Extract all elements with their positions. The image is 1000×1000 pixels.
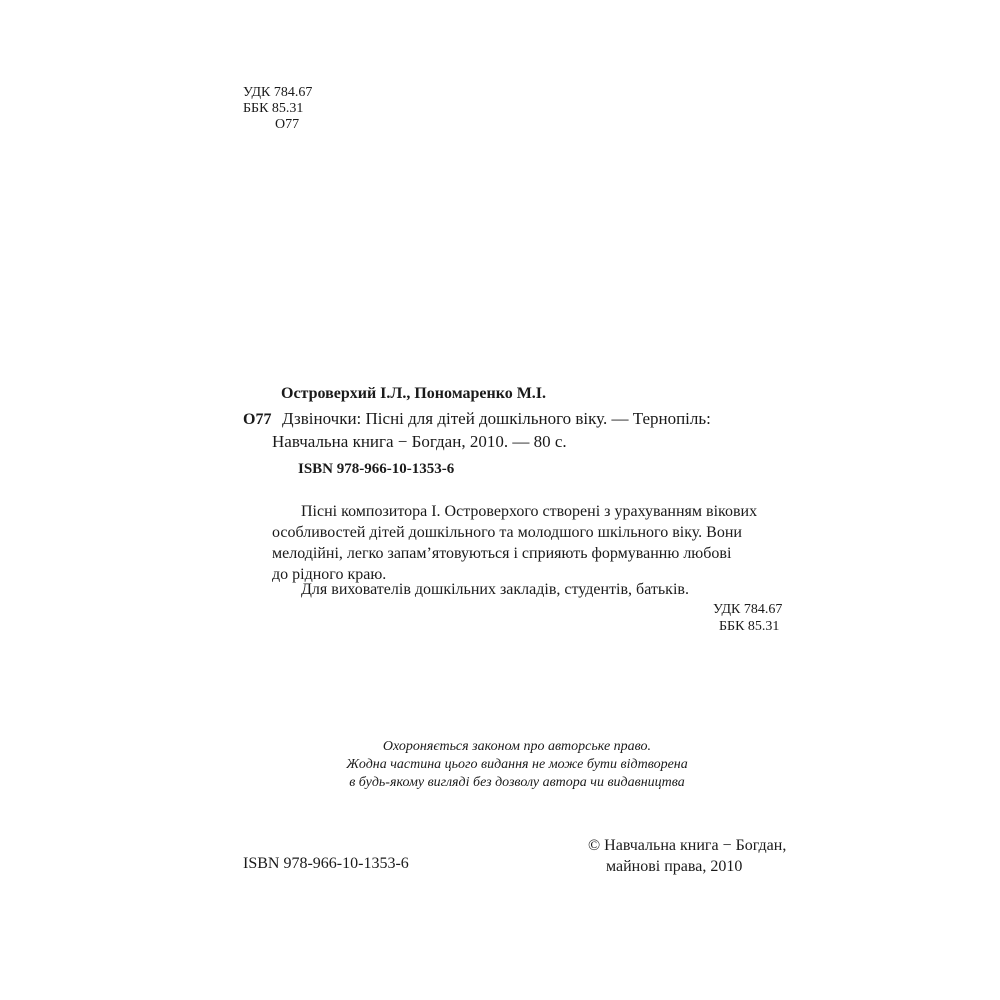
- authors: Островерхий І.Л., Пономаренко М.І.: [281, 385, 547, 402]
- author-mark: О77: [243, 411, 272, 428]
- annotation-line-2: особливостей дітей дошкільного та молодшого шкільного віку. Вони: [272, 524, 742, 541]
- udk-code-top: УДК 784.67: [243, 85, 313, 100]
- author-code-top: О77: [275, 117, 300, 132]
- copyright-notice-line-1: Охороняється законом про авторське право.: [382, 739, 652, 754]
- annotation-line-1: Пісні композитора І. Островерхого створені з урахуванням вікових: [301, 503, 758, 520]
- udk-code-right: УДК 784.67: [713, 602, 783, 617]
- publisher-line: Навчальна книга − Богдан, 2010. — 80 с.: [272, 432, 567, 451]
- annotation-line-3: мелодійні, легко запам’ятовуються і сприяють формуванню любові: [272, 545, 732, 562]
- isbn-footer: ISBN 978-966-10-1353-6: [243, 855, 409, 872]
- audience-line: Для вихователів дошкільних закладів, студентів, батьків.: [301, 581, 689, 598]
- bbk-code-top: ББК 85.31: [243, 101, 304, 116]
- bbk-code-right: ББК 85.31: [719, 619, 780, 634]
- annotation-line-4: до рідного краю.: [272, 566, 387, 583]
- copyright-rights: майнові права, 2010: [606, 858, 743, 875]
- copyright-holder: © Навчальна книга − Богдан,: [588, 837, 787, 854]
- copyright-notice-line-3: в будь-якому вигляді без дозволу автора чи видавництва: [349, 775, 685, 790]
- isbn-record: ISBN 978-966-10-1353-6: [298, 461, 455, 477]
- title-line: Дзвіночки: Пісні для дітей дошкільного віку. — Тернопіль:: [282, 409, 711, 428]
- copyright-notice-line-2: Жодна частина цього видання не може бути відтворена: [346, 757, 688, 772]
